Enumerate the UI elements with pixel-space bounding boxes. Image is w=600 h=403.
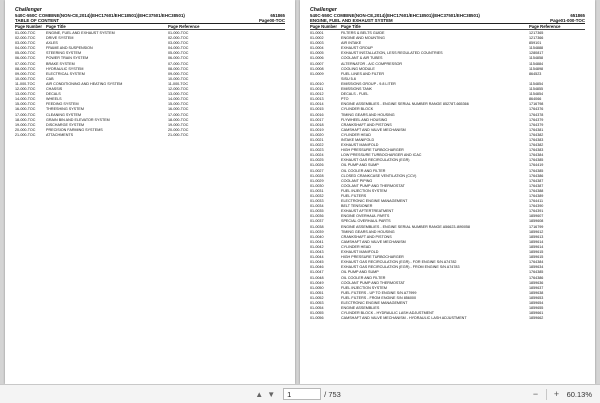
divider (546, 389, 547, 400)
row-title: ELECTRICAL SYSTEM (46, 71, 85, 76)
row-title: FILTERS & BELTS GUIDE (341, 31, 385, 35)
row-title: ELECTRONIC ENGINE MANAGEMENT (341, 300, 408, 305)
row-reference: 1154888 (529, 46, 544, 51)
row-title: EXHAUST GROUP (341, 46, 373, 51)
row-reference: 1859613 (529, 234, 544, 239)
row-number: 01-0045 (310, 260, 324, 265)
row-number: 01-0042 (310, 244, 324, 249)
column-header-number: Page Number (310, 24, 337, 30)
row-number: 01-0001 (310, 31, 324, 35)
row-reference: 1859614 (529, 244, 544, 249)
row-title: AIR CONDITIONING AND HEATING SYSTEM (46, 81, 123, 86)
row-number: 01-0020 (310, 132, 324, 137)
row-reference: 10-000-TOC (168, 76, 189, 81)
row-title: CYLINDER BLOCK - HYDRAULIC LASH ADJUSTMENT (341, 311, 435, 316)
row-title: CHASSIS (46, 87, 63, 92)
row-title: PRECISION FARMING SYSTEMS (46, 127, 103, 132)
row-reference: 1764382 (529, 132, 544, 137)
row-number: 01-0024 (310, 153, 324, 158)
row-number: 01-0039 (310, 229, 324, 234)
row-number: 01-0034 (310, 204, 324, 209)
row-title: CAMSHAFT AND VALVE MECHANISM (341, 239, 406, 244)
row-title: DECALS - FUEL (341, 92, 369, 97)
row-title: EXHAUST GAS RECIRCULATION (EGR) - FOR ENGINE S/N A74782 (341, 260, 457, 265)
row-title: ENGINE OVERHAUL PARTS (341, 214, 390, 219)
row-reference: 1764389 (529, 194, 544, 198)
row-reference: 1859615 (529, 255, 544, 260)
row-reference: 1764411 (529, 199, 544, 204)
row-title: COOLANT & AIR TUBES (341, 56, 383, 61)
table-row[interactable] (15, 133, 285, 138)
row-number: 01-0012 (310, 92, 324, 97)
row-number: 01-0056 (310, 316, 324, 321)
row-title: FLYWHEEL AND HOUSING (341, 117, 388, 122)
row-title: EXHAUST GAS RECIRCULATION (EGR) - FROM ENGINE S/N A74783 (341, 265, 460, 270)
column-header-reference: Page Reference (529, 24, 561, 30)
row-reference: 1859612 (529, 229, 544, 234)
row-number: 01-0022 (310, 143, 324, 148)
row-number: 01-0049 (310, 280, 324, 285)
row-reference: 1154855 (529, 87, 544, 92)
row-number: 01-0048 (310, 275, 324, 280)
row-title: CAMSHAFT AND VALVE MECHANISM - HYDRAULIC LASH ADJUSTMENT (341, 316, 467, 321)
row-reference: 1154854 (529, 81, 544, 86)
row-number: 01-0046 (310, 265, 324, 270)
row-title: CLOSED CRANKCASE VENTILATION (CCV) (341, 173, 417, 178)
row-number: 04-000-TOC (15, 46, 36, 51)
row-number: 01-0030 (310, 183, 324, 188)
row-reference: 17-000-TOC (168, 112, 189, 117)
row-reference: 1764383 (529, 148, 544, 153)
row-number: 21-000-TOC (15, 132, 36, 137)
row-number: 01-0050 (310, 285, 324, 290)
row-reference: 08-000-TOC (168, 66, 189, 71)
row-number: 01-0025 (310, 158, 324, 163)
row-reference: 20-000-TOC (168, 127, 189, 132)
row-title: COOLING MODULE (341, 66, 375, 71)
row-reference: 1859637 (529, 285, 544, 290)
row-title: EXHAUST MANIFOLD (341, 250, 379, 255)
row-reference: 1280817 (529, 51, 544, 56)
row-reference: 1764387 (529, 178, 544, 183)
column-header-number: Page Number (15, 24, 42, 30)
row-number: 14-000-TOC (15, 97, 36, 102)
row-reference: 12-000-TOC (168, 87, 189, 92)
row-title: STEERING SYSTEM (46, 51, 82, 56)
row-reference: 1859638 (529, 290, 544, 295)
row-title: FRAME AND SUSPENSION (46, 46, 93, 51)
row-reference: 1764383 (529, 137, 544, 142)
row-title: CYLINDER HEAD (341, 132, 371, 137)
row-title: EMISSIONS GROUP - 9.8 LITER (341, 81, 396, 86)
row-reference: 1764382 (529, 143, 544, 148)
row-reference: 1154858 (529, 56, 544, 61)
row-number: 01-0002 (310, 36, 324, 41)
row-reference: 09-000-TOC (168, 71, 189, 76)
row-number: 01-0010 (310, 81, 324, 86)
row-title: POWER TRAIN SYSTEM (46, 56, 89, 61)
row-number: 01-0051 (310, 290, 324, 295)
row-title: ENGINE ASSEMBLIES - ENGINE SERIAL NUMBER RANGE A56623-I890058 (341, 224, 470, 229)
row-number: 01-0006 (310, 56, 324, 61)
row-title: DISCHARGE SYSTEM (46, 122, 85, 127)
row-number: 16-000-TOC (15, 107, 36, 112)
row-title: ATTACHMENTS (46, 132, 74, 137)
row-number: 01-0043 (310, 250, 324, 255)
row-reference: 11-000-TOC (168, 81, 189, 86)
row-title: COOLANT PUMP AND THERMOSTAT (341, 280, 405, 285)
plus-icon[interactable]: + (553, 389, 560, 399)
row-number: 01-0026 (310, 163, 324, 168)
row-title: EXHAUST MANIFOLD (341, 143, 379, 148)
row-number: 01-0036 (310, 214, 324, 219)
row-number: 10-000-TOC (15, 76, 36, 81)
row-title: FUEL INJECTION SYSTEM (341, 188, 387, 193)
row-reference: 16-000-TOC (168, 107, 189, 112)
minus-icon[interactable]: − (532, 389, 539, 399)
row-title: ELECTRONIC ENGINE MANAGEMENT (341, 199, 408, 204)
row-number: 01-0018 (310, 122, 324, 127)
row-number: 01-0009 (310, 71, 324, 76)
row-number: 01-0005 (310, 51, 324, 56)
row-reference: 01-000-TOC (168, 31, 189, 35)
row-title: TIMING GEARS AND HOUSING (341, 229, 395, 234)
row-reference: 07-000-TOC (168, 61, 189, 66)
row-number: 01-0013 (310, 97, 324, 102)
row-reference: 1859636 (529, 280, 544, 285)
row-title: DRIVE SYSTEM (46, 36, 74, 41)
row-reference: 1764391 (529, 209, 544, 214)
document-title: 540C-550C COMBINE(NON-CE,2014)(EHC17601/EHC18501)(EHC37501/EHC38501) (310, 13, 480, 18)
row-title: OIL PUMP AND SUMP (341, 270, 379, 275)
row-reference: 1217366 (529, 36, 544, 41)
row-title: AXLES (46, 41, 58, 46)
page-reference: Page01-000-TOC (550, 18, 585, 24)
row-number: 08-000-TOC (15, 66, 36, 71)
row-number: 01-0052 (310, 295, 324, 300)
row-reference: 1859614 (529, 239, 544, 244)
row-reference: 1859615 (529, 250, 544, 255)
row-reference: 1716799 (529, 224, 544, 229)
row-number: 01-0028 (310, 173, 324, 178)
row-title: FUEL FILTERS (341, 194, 367, 198)
chevron-down-icon[interactable]: ▼ (267, 389, 276, 399)
row-number: 01-0014 (310, 102, 324, 107)
row-reference: 864066 (529, 97, 542, 102)
row-reference: 1859655 (529, 306, 544, 311)
section-title: ENGINE, FUEL AND EXHAUST SYSTEM (310, 18, 393, 24)
row-title: LOW PRESSURE TURBOCHARGER AND ICAC (341, 153, 422, 158)
row-reference: 1859634 (529, 265, 544, 270)
row-number: 01-0033 (310, 199, 324, 204)
row-title: CAB (46, 76, 54, 81)
row-title: FUEL FILTERS - UP TO ENGINE S/N A77999 (341, 290, 417, 295)
row-title: CRANKSHAFT AND PISTONS (341, 122, 392, 127)
row-number: 01-0023 (310, 148, 324, 153)
row-reference: 1764384 (529, 260, 544, 265)
row-number: 13-000-TOC (15, 92, 36, 97)
page-total: / 753 (324, 389, 341, 399)
row-title: SPECIAL OVERHAUL PARTS (341, 219, 391, 224)
row-reference: 1154854 (529, 92, 544, 97)
row-reference: 1859607 (529, 214, 544, 219)
row-reference: 1764381 (529, 127, 544, 132)
row-number: 09-000-TOC (15, 71, 36, 76)
row-title: AIR INTAKE (341, 41, 362, 46)
row-title: EXHAUST GAS RECIRCULATION (EGR) (341, 158, 410, 163)
row-title: CLEANING SYSTEM (46, 112, 82, 117)
column-header-title: Page Title (46, 24, 66, 30)
row-reference: 1764388 (529, 188, 544, 193)
row-reference: 05-000-TOC (168, 51, 189, 56)
row-number: 01-0032 (310, 194, 324, 198)
row-title: HIGH PRESSURE TURBOCHARGER (341, 255, 404, 260)
brand-name: Challenger (310, 7, 337, 13)
row-reference: 859101 (529, 41, 542, 46)
row-reference: 04-000-TOC (168, 46, 189, 51)
row-title: FUEL INJECTION SYSTEM (341, 285, 387, 290)
row-number: 01-0015 (310, 107, 324, 112)
row-number: 01-0040 (310, 234, 324, 239)
row-number: 19-000-TOC (15, 122, 36, 127)
row-reference: 1764376 (529, 107, 544, 112)
row-number: 01-0035 (310, 209, 324, 214)
row-title: ENGINE, FUEL AND EXHAUST SYSTEM (46, 31, 115, 35)
row-reference: 1859653 (529, 295, 544, 300)
row-title: INTAKE MANIFOLD (341, 137, 375, 142)
page-number-input[interactable] (283, 388, 321, 400)
row-number: 06-000-TOC (15, 56, 36, 61)
brand-name: Challenger (15, 7, 42, 13)
row-number: 01-0017 (310, 117, 324, 122)
row-title: ENGINE ASSEMBLIES (341, 306, 380, 311)
row-number: 01-0021 (310, 137, 324, 142)
toc-list (15, 31, 285, 138)
row-number: 01-0037 (310, 219, 324, 224)
row-reference: 1859661 (529, 311, 544, 316)
row-reference: 1217365 (529, 31, 544, 35)
column-headers (15, 24, 285, 30)
row-reference: 13-000-TOC (168, 92, 189, 97)
row-reference: 15-000-TOC (168, 102, 189, 107)
row-title: EXHAUST AFTERTREATMENT (341, 209, 394, 214)
row-title: HYDRAULIC SYSTEM (46, 66, 84, 71)
row-title: TIMING GEARS AND HOUSING (341, 112, 395, 117)
column-header-reference: Page Reference (168, 24, 200, 30)
row-number: 02-000-TOC (15, 36, 36, 41)
row-reference: 21-000-TOC (168, 132, 189, 137)
row-reference: 1764385 (529, 270, 544, 275)
row-reference: 1764379 (529, 117, 544, 122)
row-title: BELT TENSIONER (341, 204, 373, 209)
row-number: 18-000-TOC (15, 117, 36, 122)
row-title: ENGINE AND MOUNTING (341, 36, 385, 41)
row-number: 01-0054 (310, 306, 324, 311)
zoom-level[interactable]: 60.13% (566, 389, 592, 399)
row-title: EXHAUST INSTALLATION, LESS REGULATED COUNTRIES (341, 51, 443, 56)
row-number: 01-0004 (310, 46, 324, 51)
row-number: 01-0041 (310, 239, 324, 244)
row-reference: 02-000-TOC (168, 36, 189, 41)
row-title: CYLINDER BLOCK (341, 107, 374, 112)
row-title: COOLANT PUMP AND THERMOSTAT (341, 183, 405, 188)
row-number: 01-0038 (310, 224, 324, 229)
row-reference: 1764379 (529, 122, 544, 127)
row-number: 01-0027 (310, 168, 324, 173)
row-number: 01-0016 (310, 112, 324, 117)
row-number: 01-0029 (310, 178, 324, 183)
row-number: 15-000-TOC (15, 102, 36, 107)
row-title: OIL PUMP AND SUMP (341, 163, 379, 168)
row-number: 01-0011 (310, 87, 324, 92)
row-title: CAMSHAFT AND VALVE MECHANISM (341, 127, 406, 132)
pdf-page-right (300, 0, 595, 384)
row-number: 01-0007 (310, 61, 324, 66)
row-title: ALTERNATOR - A/C COMPRESSOR (341, 61, 403, 66)
page-reference: Page00-TOC (258, 18, 285, 24)
row-reference: 1764419 (529, 163, 544, 168)
zoom-controls (530, 388, 592, 400)
row-number: 20-000-TOC (15, 127, 36, 132)
row-reference: 1859654 (529, 300, 544, 305)
row-title: COOLANT PIPING (341, 178, 373, 183)
chevron-up-icon[interactable]: ▲ (255, 389, 264, 399)
row-title: DECALS (46, 92, 61, 97)
row-title: CRANKSHAFT AND PISTONS (341, 234, 392, 239)
row-reference: 1764386 (529, 275, 544, 280)
row-title: FUEL FILTERS - FROM ENGINE S/N 856000 (341, 295, 416, 300)
row-title: OIL COOLER AND FILTER (341, 168, 386, 173)
row-title: EMISSIONS TANK (341, 87, 373, 92)
row-reference: 1859608 (529, 219, 544, 224)
section-title: TABLE OF CONTENT (15, 18, 60, 24)
row-number: 03-000-TOC (15, 41, 36, 46)
row-reference: 864523 (529, 71, 542, 76)
viewer-toolbar (0, 384, 600, 403)
row-reference: 1764386 (529, 173, 544, 178)
row-number: 01-0031 (310, 188, 324, 193)
row-title: SISU 5-6 (341, 76, 356, 81)
row-title: OIL COOLER AND FILTER (341, 275, 386, 280)
row-reference: 18-000-TOC (168, 117, 189, 122)
row-number: 01-0008 (310, 66, 324, 71)
row-number: 05-000-TOC (15, 51, 36, 56)
row-number: 01-0055 (310, 311, 324, 316)
pdf-page-left (5, 0, 295, 384)
table-row[interactable] (310, 316, 585, 321)
row-number: 12-000-TOC (15, 87, 36, 92)
row-number: 01-0044 (310, 255, 324, 260)
row-number: 17-000-TOC (15, 112, 36, 117)
row-reference: 1859662 (529, 316, 544, 321)
row-number: 01-0047 (310, 270, 324, 275)
row-number: 01-000-TOC (15, 31, 36, 35)
page-navigator (283, 388, 341, 400)
row-title: PTO (341, 97, 349, 102)
row-number: 01-0053 (310, 300, 324, 305)
row-title: FUEL LINES AND FILTER (341, 71, 385, 76)
document-number: 651865 (270, 13, 285, 18)
row-title: GRAIN BIN AND ELEVATOR SYSTEM (46, 117, 110, 122)
row-title: CYLINDER HEAD (341, 244, 371, 249)
row-number: 11-000-TOC (15, 81, 36, 86)
row-reference: 1764385 (529, 168, 544, 173)
document-number: 651865 (570, 13, 585, 18)
row-reference: 1764378 (529, 112, 544, 117)
row-reference: 1716798 (529, 102, 544, 107)
row-reference: 03-000-TOC (168, 41, 189, 46)
row-reference: 1764385 (529, 158, 544, 163)
row-number: 01-0003 (310, 41, 324, 46)
row-title: ENGINE ASSEMBLIES - ENGINE SERIAL NUMBER RANGE 85278T-665366 (341, 102, 469, 107)
row-reference: 1764387 (529, 183, 544, 188)
row-title: BRAKE SYSTEM (46, 61, 75, 66)
document-title: 540C-550C COMBINE(NON-CE,2014)(EHC17601/EHC18501)(EHC37501/EHC38501) (15, 13, 185, 18)
column-header-title: Page Title (341, 24, 361, 30)
row-reference: 1154898 (529, 66, 544, 71)
row-title: THRESHING SYSTEM (46, 107, 84, 112)
row-title: FEEDING SYSTEM (46, 102, 79, 107)
row-title: HIGH PRESSURE TURBOCHARGER (341, 148, 404, 153)
row-reference: 19-000-TOC (168, 122, 189, 127)
parts-list (310, 31, 585, 321)
row-reference: 06-000-TOC (168, 56, 189, 61)
column-headers (310, 24, 585, 30)
row-reference: 14-000-TOC (168, 97, 189, 102)
row-title: WHEELS (46, 97, 62, 102)
row-number: 01-0019 (310, 127, 324, 132)
row-number: 07-000-TOC (15, 61, 36, 66)
row-reference: 1764384 (529, 153, 544, 158)
row-reference: 1764390 (529, 204, 544, 209)
row-reference: 1154884 (529, 61, 544, 66)
